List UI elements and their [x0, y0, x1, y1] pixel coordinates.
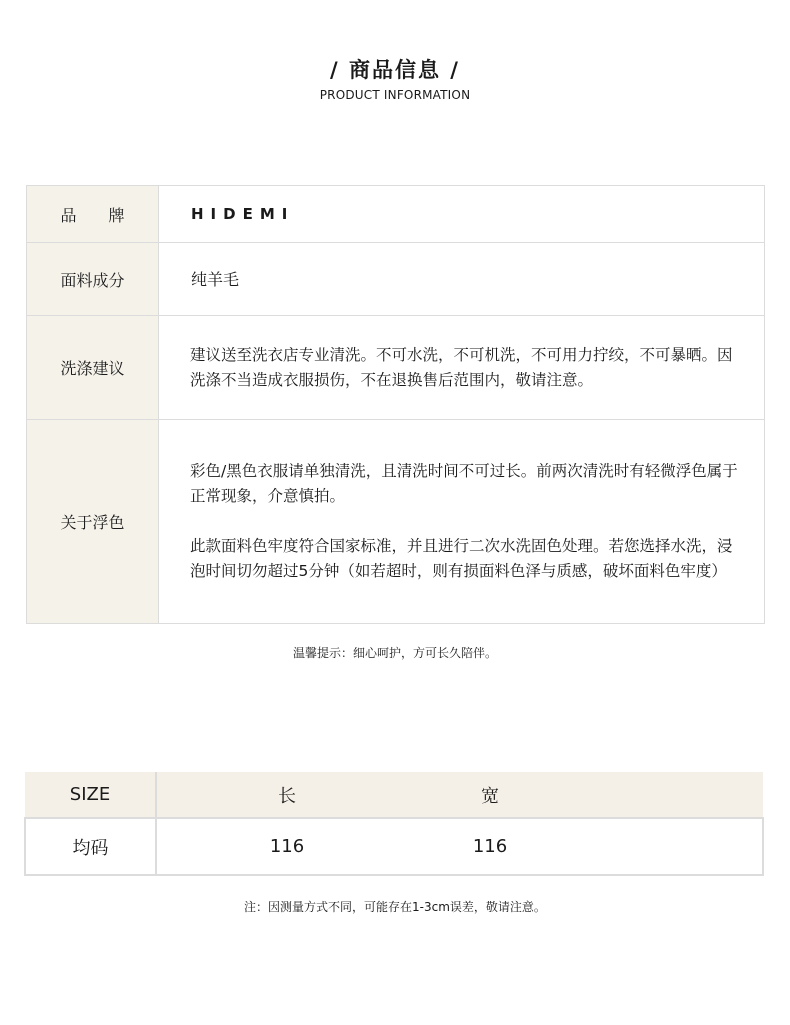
material-value: 纯羊毛	[159, 243, 765, 316]
info-row-washing	[27, 316, 765, 420]
size-cell: 均码	[25, 818, 156, 875]
info-row-color-fading	[27, 420, 765, 624]
table-row	[25, 818, 763, 875]
length-column-header: 长	[156, 772, 417, 818]
width-cell: 116	[417, 818, 563, 875]
page-title: / 商品信息 /	[330, 58, 460, 82]
brand-value: HIDEMI	[159, 186, 765, 243]
length-cell: 116	[156, 818, 417, 875]
washing-label: 洗涤建议	[27, 316, 159, 420]
page-header	[0, 56, 790, 102]
color-fading-paragraph: 彩色/黑色衣服请单独清洗，且清洗时间不可过长。前两次清洗时有轻微浮色属于正常现象，介意慎拍。	[190, 462, 738, 505]
care-tip: 温馨提示：细心呵护，方可长久陪伴。	[292, 646, 497, 660]
info-row-brand	[27, 186, 765, 243]
size-table	[24, 772, 764, 876]
product-info-table	[26, 185, 765, 624]
color-fading-label: 关于浮色	[27, 420, 159, 624]
width-column-header: 宽	[417, 772, 563, 818]
size-table-empty-cell	[563, 818, 763, 875]
size-table-header-row	[25, 772, 763, 818]
color-fading-value	[159, 420, 765, 624]
washing-value: 建议送至洗衣店专业清洗。不可水洗，不可机洗，不可用力拧绞，不可暴晒。因洗涤不当造成衣服损伤，不在退换售后范围内，敬请注意。	[159, 316, 765, 420]
brand-label: 品 牌	[27, 186, 159, 243]
measurement-note: 注：因测量方式不同，可能存在1-3cm误差，敬请注意。	[244, 900, 546, 914]
material-label: 面料成分	[27, 243, 159, 316]
page-subtitle: PRODUCT INFORMATION	[319, 88, 471, 102]
color-fading-paragraph: 此款面料色牢度符合国家标准，并且进行二次水洗固色处理。若您选择水洗，浸泡时间切勿超过5分钟（如若超时，则有损面料色泽与质感，破坏面料色牢度）	[190, 537, 733, 580]
info-row-material	[27, 243, 765, 316]
size-column-header: SIZE	[25, 772, 156, 818]
size-table-empty-header	[563, 772, 763, 818]
